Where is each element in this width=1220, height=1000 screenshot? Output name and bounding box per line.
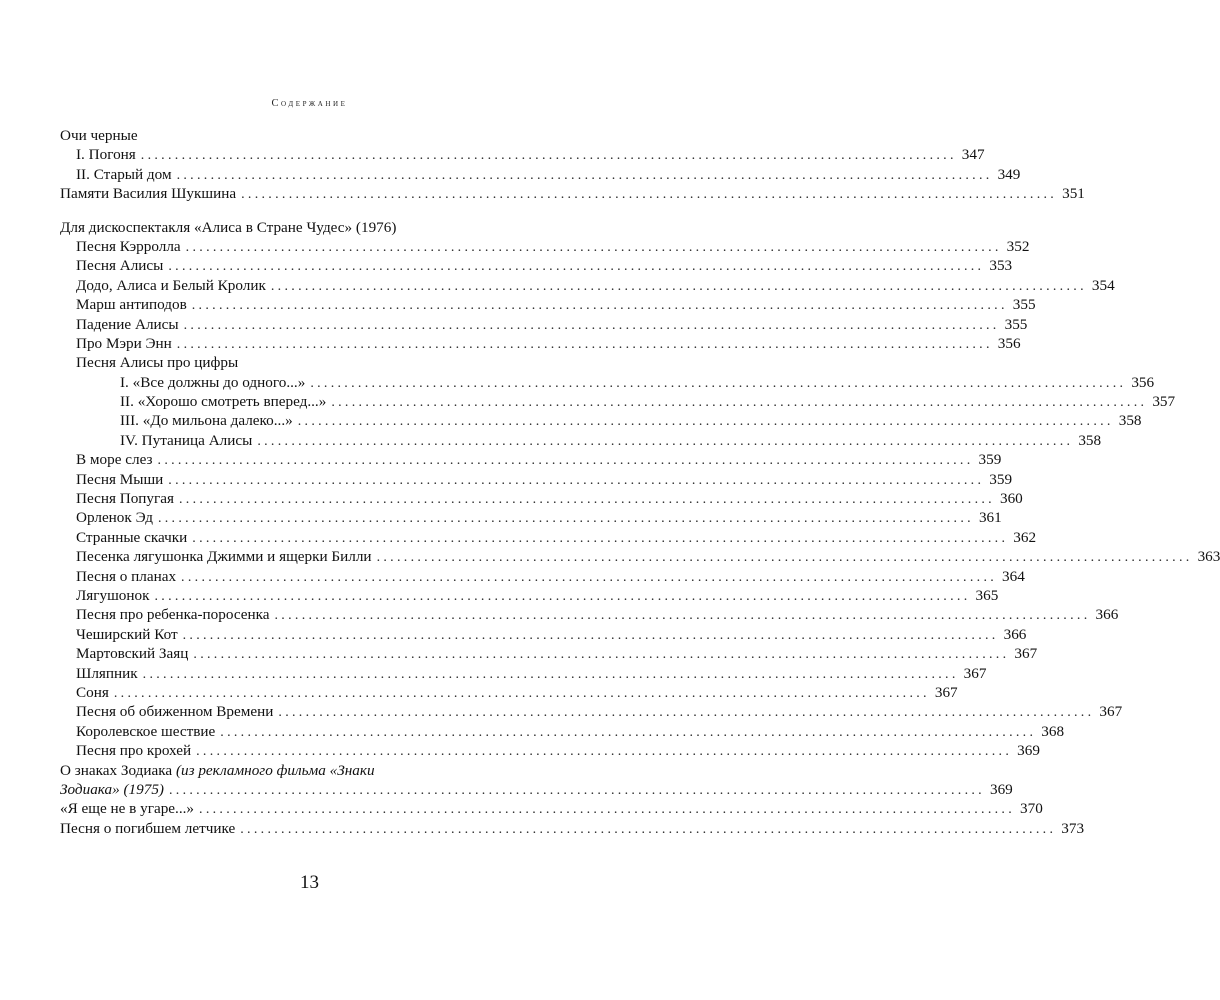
toc-entry-page: 355 xyxy=(1012,296,1036,314)
dot-leader: ........................................................................................................................ xyxy=(199,802,1016,818)
toc-entry-title-italic: (из рекламного фильма «Знаки xyxy=(175,761,375,779)
toc-entry-page: 353 xyxy=(989,257,1013,275)
toc-entry-title xyxy=(76,528,187,547)
dot-leader: ........................................................................................................................ xyxy=(168,259,985,275)
toc-entry-title xyxy=(120,431,252,450)
toc-entry-title-text: Песенка лягушонка Джимми и ящерки Билли xyxy=(76,548,372,566)
dot-leader: ........................................................................................................................ xyxy=(191,298,1008,314)
dot-leader: ........................................................................................................................ xyxy=(220,724,1037,740)
toc-entry-title-text: Песня Алисы про цифры xyxy=(76,354,239,372)
dot-leader: ........................................................................................................................ xyxy=(181,569,998,585)
dot-leader: ........................................................................................................................ xyxy=(278,705,1095,721)
toc-entry-title xyxy=(76,567,176,586)
dot-leader: ........................................................................................................................ xyxy=(183,317,1000,333)
toc-entry-title-text: Шляпник xyxy=(76,664,138,682)
toc-entry-page: 369 xyxy=(1017,742,1040,760)
dot-leader: ........................................................................................................................ xyxy=(168,782,985,798)
toc-entry[interactable] xyxy=(60,780,1013,799)
toc-entry[interactable] xyxy=(60,295,1036,314)
toc-entry[interactable] xyxy=(60,315,1028,334)
toc-entry-page: 351 xyxy=(1062,185,1085,203)
dot-leader: ........................................................................................................................ xyxy=(331,395,1148,411)
toc-entry-title-text: Додо, Алиса и Белый Кролик xyxy=(76,276,266,294)
toc-entry-title-text: I. «Все должны до одного...» xyxy=(120,373,306,391)
toc-entry-title-text: Для дискоспектакля «Алиса в Стране Чудес» (1976) xyxy=(60,218,397,236)
toc-entry-title-text: III. «До мильона далеко...» xyxy=(120,412,293,430)
toc-entry-page: 349 xyxy=(997,165,1021,183)
toc-entry-title-text: Чеширский Кот xyxy=(76,625,178,643)
toc-entry-title xyxy=(60,819,235,838)
toc-entry-title-text: Песня Мыши xyxy=(76,470,164,488)
toc-entry-title xyxy=(60,126,138,145)
toc-entry[interactable] xyxy=(60,373,1155,392)
toc-entry[interactable] xyxy=(60,431,1102,450)
toc-entry-title-text: II. «Хорошо смотреть вперед...» xyxy=(120,393,327,411)
toc-entry-title-text: Песня о погибшем летчике xyxy=(60,819,236,837)
section-gap xyxy=(60,204,516,218)
toc-entry-title xyxy=(76,276,266,295)
toc-entry-title-italic: Зодиака» (1975) xyxy=(60,780,164,798)
toc-entry-title-text: Про Мэри Энн xyxy=(76,334,172,352)
dot-leader: ........................................................................................................................ xyxy=(157,511,974,527)
toc-entry-title xyxy=(76,256,163,275)
toc-entry[interactable] xyxy=(60,586,999,605)
table-of-contents xyxy=(60,126,1220,838)
toc-entry-title-text: Соня xyxy=(76,683,109,701)
toc-entry-title xyxy=(76,295,187,314)
toc-entry-page: 373 xyxy=(1061,819,1085,837)
toc-entry-title-text: Лягушонок xyxy=(76,586,150,604)
toc-entry[interactable] xyxy=(60,126,516,145)
toc-entry[interactable] xyxy=(60,741,1040,760)
toc-entry-title xyxy=(60,780,164,799)
toc-entry-title-text: Песня Кэрролла xyxy=(76,237,181,255)
toc-entry[interactable] xyxy=(60,799,1043,818)
toc-entry-page: 347 xyxy=(961,146,985,164)
toc-entry-title xyxy=(76,470,163,489)
dot-leader: ........................................................................................................................ xyxy=(142,666,959,682)
toc-entry[interactable] xyxy=(60,702,1123,721)
toc-entry[interactable] xyxy=(60,547,1220,566)
toc-entry[interactable] xyxy=(60,489,1023,508)
toc-entry-page: 360 xyxy=(999,490,1023,508)
dot-leader: ........................................................................................................................ xyxy=(376,550,1193,566)
toc-entry-title-text: «Я еще не в угаре...» xyxy=(60,800,195,818)
toc-entry[interactable] xyxy=(60,722,1065,741)
dot-leader: ........................................................................................................................ xyxy=(182,627,999,643)
toc-entry-page: 367 xyxy=(1014,645,1038,663)
toc-entry-title xyxy=(76,450,153,469)
dot-leader: ........................................................................................................................ xyxy=(297,414,1114,430)
toc-entry-page: 355 xyxy=(1004,315,1028,333)
toc-entry[interactable] xyxy=(60,334,1021,353)
toc-entry-title xyxy=(76,237,181,256)
dot-leader: ........................................................................................................................ xyxy=(176,167,993,183)
toc-entry-page: 366 xyxy=(1003,625,1027,643)
toc-entry-title-text: Песня про крохей xyxy=(76,742,192,760)
dot-leader: ........................................................................................................................ xyxy=(310,375,1127,391)
toc-entry[interactable] xyxy=(60,605,1119,624)
toc-entry-page: 369 xyxy=(989,780,1013,798)
toc-entry-title xyxy=(76,605,270,624)
dot-leader: ........................................................................................................................ xyxy=(176,336,993,352)
toc-entry-page: 356 xyxy=(997,334,1021,352)
toc-entry[interactable] xyxy=(60,165,1021,184)
toc-entry-title xyxy=(120,411,293,430)
dot-leader: ........................................................................................................................ xyxy=(178,492,995,508)
dot-leader: ........................................................................................................................ xyxy=(157,453,974,469)
toc-entry-page: 370 xyxy=(1020,800,1043,818)
dot-leader: ........................................................................................................................ xyxy=(196,744,1013,760)
toc-entry-title xyxy=(76,353,238,372)
dot-leader: ........................................................................................................................ xyxy=(241,187,1058,203)
toc-entry[interactable] xyxy=(60,392,1176,411)
toc-entry-title xyxy=(76,145,136,164)
toc-entry-page: 356 xyxy=(1131,373,1155,391)
toc-entry-title-text: Очи черные xyxy=(60,127,138,144)
dot-leader: ........................................................................................................................ xyxy=(193,647,1010,663)
toc-entry-page: 362 xyxy=(1013,528,1037,546)
toc-entry-title xyxy=(60,761,375,780)
toc-entry-title-text: Песня про ребенка-поросенка xyxy=(76,606,270,624)
toc-entry-title xyxy=(76,683,109,702)
toc-entry-title-text: Песня об обиженном Времени xyxy=(76,703,274,721)
dot-leader: ........................................................................................................................ xyxy=(113,685,930,701)
toc-entry-title-text: Орленок Эд xyxy=(76,509,153,527)
toc-entry[interactable] xyxy=(60,508,1002,527)
toc-entry-page: 361 xyxy=(978,509,1002,527)
toc-entry[interactable] xyxy=(60,470,1013,489)
toc-entry[interactable] xyxy=(60,819,1085,838)
toc-entry-page: 364 xyxy=(1002,567,1025,585)
toc-entry-title xyxy=(60,799,194,818)
toc-entry[interactable] xyxy=(60,528,1037,547)
toc-entry[interactable] xyxy=(60,450,1002,469)
dot-leader: ........................................................................................................................ xyxy=(274,608,1091,624)
toc-entry-title xyxy=(76,722,215,741)
toc-entry-title xyxy=(76,489,174,508)
toc-entry-page: 363 xyxy=(1197,548,1220,566)
toc-entry[interactable] xyxy=(60,625,1027,644)
toc-entry-page: 368 xyxy=(1041,722,1065,740)
toc-entry-title xyxy=(76,664,138,683)
toc-entry[interactable] xyxy=(60,237,1030,256)
dot-leader: ........................................................................................................................ xyxy=(168,472,985,488)
toc-entry[interactable] xyxy=(60,218,516,237)
dot-leader: ........................................................................................................................ xyxy=(192,530,1009,546)
toc-entry-title-text: О знаках Зодиака xyxy=(60,761,176,779)
toc-entry-title-text: I. Погоня xyxy=(76,146,136,164)
toc-entry[interactable] xyxy=(60,664,987,683)
toc-entry[interactable] xyxy=(60,276,1115,295)
toc-entry-title xyxy=(76,165,172,184)
toc-entry-title xyxy=(120,373,305,392)
dot-leader: ........................................................................................................................ xyxy=(257,433,1074,449)
toc-entry-page: 352 xyxy=(1006,237,1030,255)
toc-entry-title-text: Падение Алисы xyxy=(76,315,179,333)
toc-entry-title xyxy=(76,315,179,334)
toc-entry-title-text: Марш антиподов xyxy=(76,296,187,314)
toc-entry[interactable] xyxy=(60,683,958,702)
toc-entry-title xyxy=(76,741,191,760)
toc-entry-page: 367 xyxy=(1099,703,1123,721)
dot-leader: ........................................................................................................................ xyxy=(240,821,1057,837)
toc-entry[interactable] xyxy=(60,353,516,372)
toc-entry[interactable] xyxy=(60,184,1085,203)
dot-leader: ........................................................................................................................ xyxy=(185,239,1002,255)
toc-entry-title-text: Песня Попугая xyxy=(76,490,174,508)
toc-entry[interactable] xyxy=(60,145,985,164)
toc-entry-title xyxy=(76,334,172,353)
toc-entry-title-text: Памяти Василия Шукшина xyxy=(60,185,237,203)
dot-leader: ........................................................................................................................ xyxy=(270,278,1087,294)
toc-entry-title xyxy=(76,586,150,605)
toc-entry-page: 365 xyxy=(975,586,999,604)
dot-leader: ........................................................................................................................ xyxy=(140,148,957,164)
toc-entry[interactable] xyxy=(60,411,1142,430)
toc-entry-title xyxy=(60,184,236,203)
toc-entry-page: 358 xyxy=(1118,412,1142,430)
running-header: Содержание xyxy=(271,98,348,109)
toc-entry-page: 354 xyxy=(1091,276,1115,294)
toc-entry-page: 367 xyxy=(934,683,958,701)
toc-entry-title xyxy=(60,218,396,237)
toc-entry-title xyxy=(76,644,188,663)
page-number: 13 xyxy=(300,872,319,893)
toc-entry-title xyxy=(76,508,153,527)
toc-entry-title-text: IV. Путаница Алисы xyxy=(120,431,253,449)
toc-entry-title-text: Странные скачки xyxy=(76,528,188,546)
toc-entry-title xyxy=(76,702,273,721)
toc-entry-title-text: Королевское шествие xyxy=(76,722,216,740)
toc-entry-page: 359 xyxy=(989,470,1013,488)
toc-entry-page: 367 xyxy=(963,664,987,682)
toc-entry-title xyxy=(76,547,372,566)
toc-entry-title-text: Песня Алисы xyxy=(76,257,164,275)
toc-entry-page: 366 xyxy=(1095,606,1119,624)
toc-entry-page: 359 xyxy=(978,451,1002,469)
toc-entry-title-text: II. Старый дом xyxy=(76,165,172,183)
dot-leader: ........................................................................................................................ xyxy=(154,588,971,604)
toc-entry-page: 358 xyxy=(1078,431,1102,449)
toc-entry-title xyxy=(120,392,326,411)
toc-entry-title-text: В море слез xyxy=(76,451,153,469)
toc-entry[interactable] xyxy=(60,644,1038,663)
toc-entry-title-text: Песня о планах xyxy=(76,567,177,585)
toc-entry-title-text: Мартовский Заяц xyxy=(76,645,189,663)
toc-entry[interactable] xyxy=(60,256,1013,275)
toc-entry-page: 357 xyxy=(1152,393,1176,411)
toc-entry[interactable] xyxy=(60,761,516,780)
toc-entry[interactable] xyxy=(60,567,1025,586)
toc-entry-title xyxy=(76,625,178,644)
